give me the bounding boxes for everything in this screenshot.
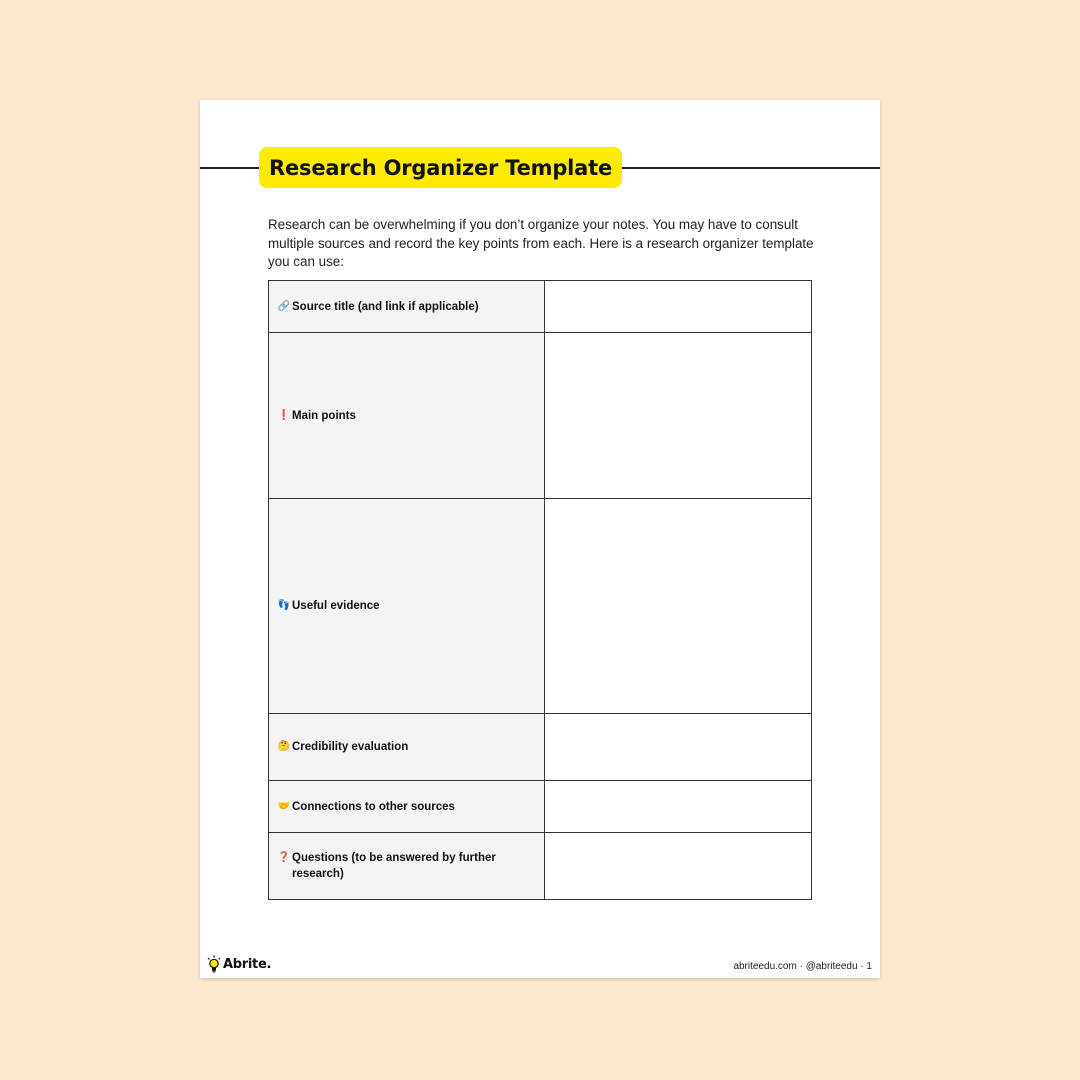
label-cell bbox=[269, 781, 545, 833]
table-row-credibility bbox=[269, 714, 812, 781]
title-highlight bbox=[259, 147, 622, 188]
intro-paragraph: Research can be overwhelming if you don’t organize your notes. You may have to consult multiple sources and record the key points from each. Here is a research organizer template you can use: bbox=[268, 217, 814, 270]
lightbulb-icon bbox=[207, 955, 221, 973]
label-cell bbox=[269, 499, 545, 714]
footprints-icon: 👣 bbox=[277, 600, 291, 611]
answer-cell[interactable] bbox=[545, 781, 812, 833]
label-cell bbox=[269, 833, 545, 900]
table-row-useful-evidence bbox=[269, 499, 812, 714]
answer-cell[interactable] bbox=[545, 714, 812, 781]
label-cell bbox=[269, 714, 545, 781]
answer-cell[interactable] bbox=[545, 499, 812, 714]
table-row-main-points bbox=[269, 333, 812, 499]
exclamation-icon: ❗ bbox=[277, 409, 291, 421]
answer-cell[interactable] bbox=[545, 833, 812, 900]
row-label: Credibility evaluation bbox=[292, 741, 409, 753]
label-cell bbox=[269, 333, 545, 499]
row-label: Useful evidence bbox=[292, 600, 380, 612]
handshake-icon: 🤝 bbox=[277, 800, 291, 812]
document-page bbox=[200, 100, 880, 978]
row-label: Source title (and link if applicable) bbox=[292, 300, 479, 313]
logo-text: Abrite. bbox=[223, 956, 272, 972]
brand-logo bbox=[207, 955, 271, 973]
table-row-connections bbox=[269, 781, 812, 833]
row-label: Connections to other sources bbox=[292, 800, 455, 813]
link-icon: 🔗 bbox=[277, 300, 291, 312]
row-label: Questions (to be answered by further research) bbox=[292, 852, 496, 880]
row-label: Main points bbox=[292, 409, 356, 422]
table-row-source-title bbox=[269, 281, 812, 333]
answer-cell[interactable] bbox=[545, 333, 812, 499]
question-mark-icon: ❓ bbox=[277, 852, 291, 863]
label-cell bbox=[269, 281, 545, 333]
answer-cell[interactable] bbox=[545, 281, 812, 333]
footer-credits: abriteedu.com · @abriteedu · 1 bbox=[733, 961, 872, 972]
research-organizer-table bbox=[268, 280, 812, 900]
thinking-face-icon: 🤔 bbox=[277, 741, 291, 752]
page-title: Research Organizer Template bbox=[269, 155, 613, 180]
table-row-questions bbox=[269, 833, 812, 900]
